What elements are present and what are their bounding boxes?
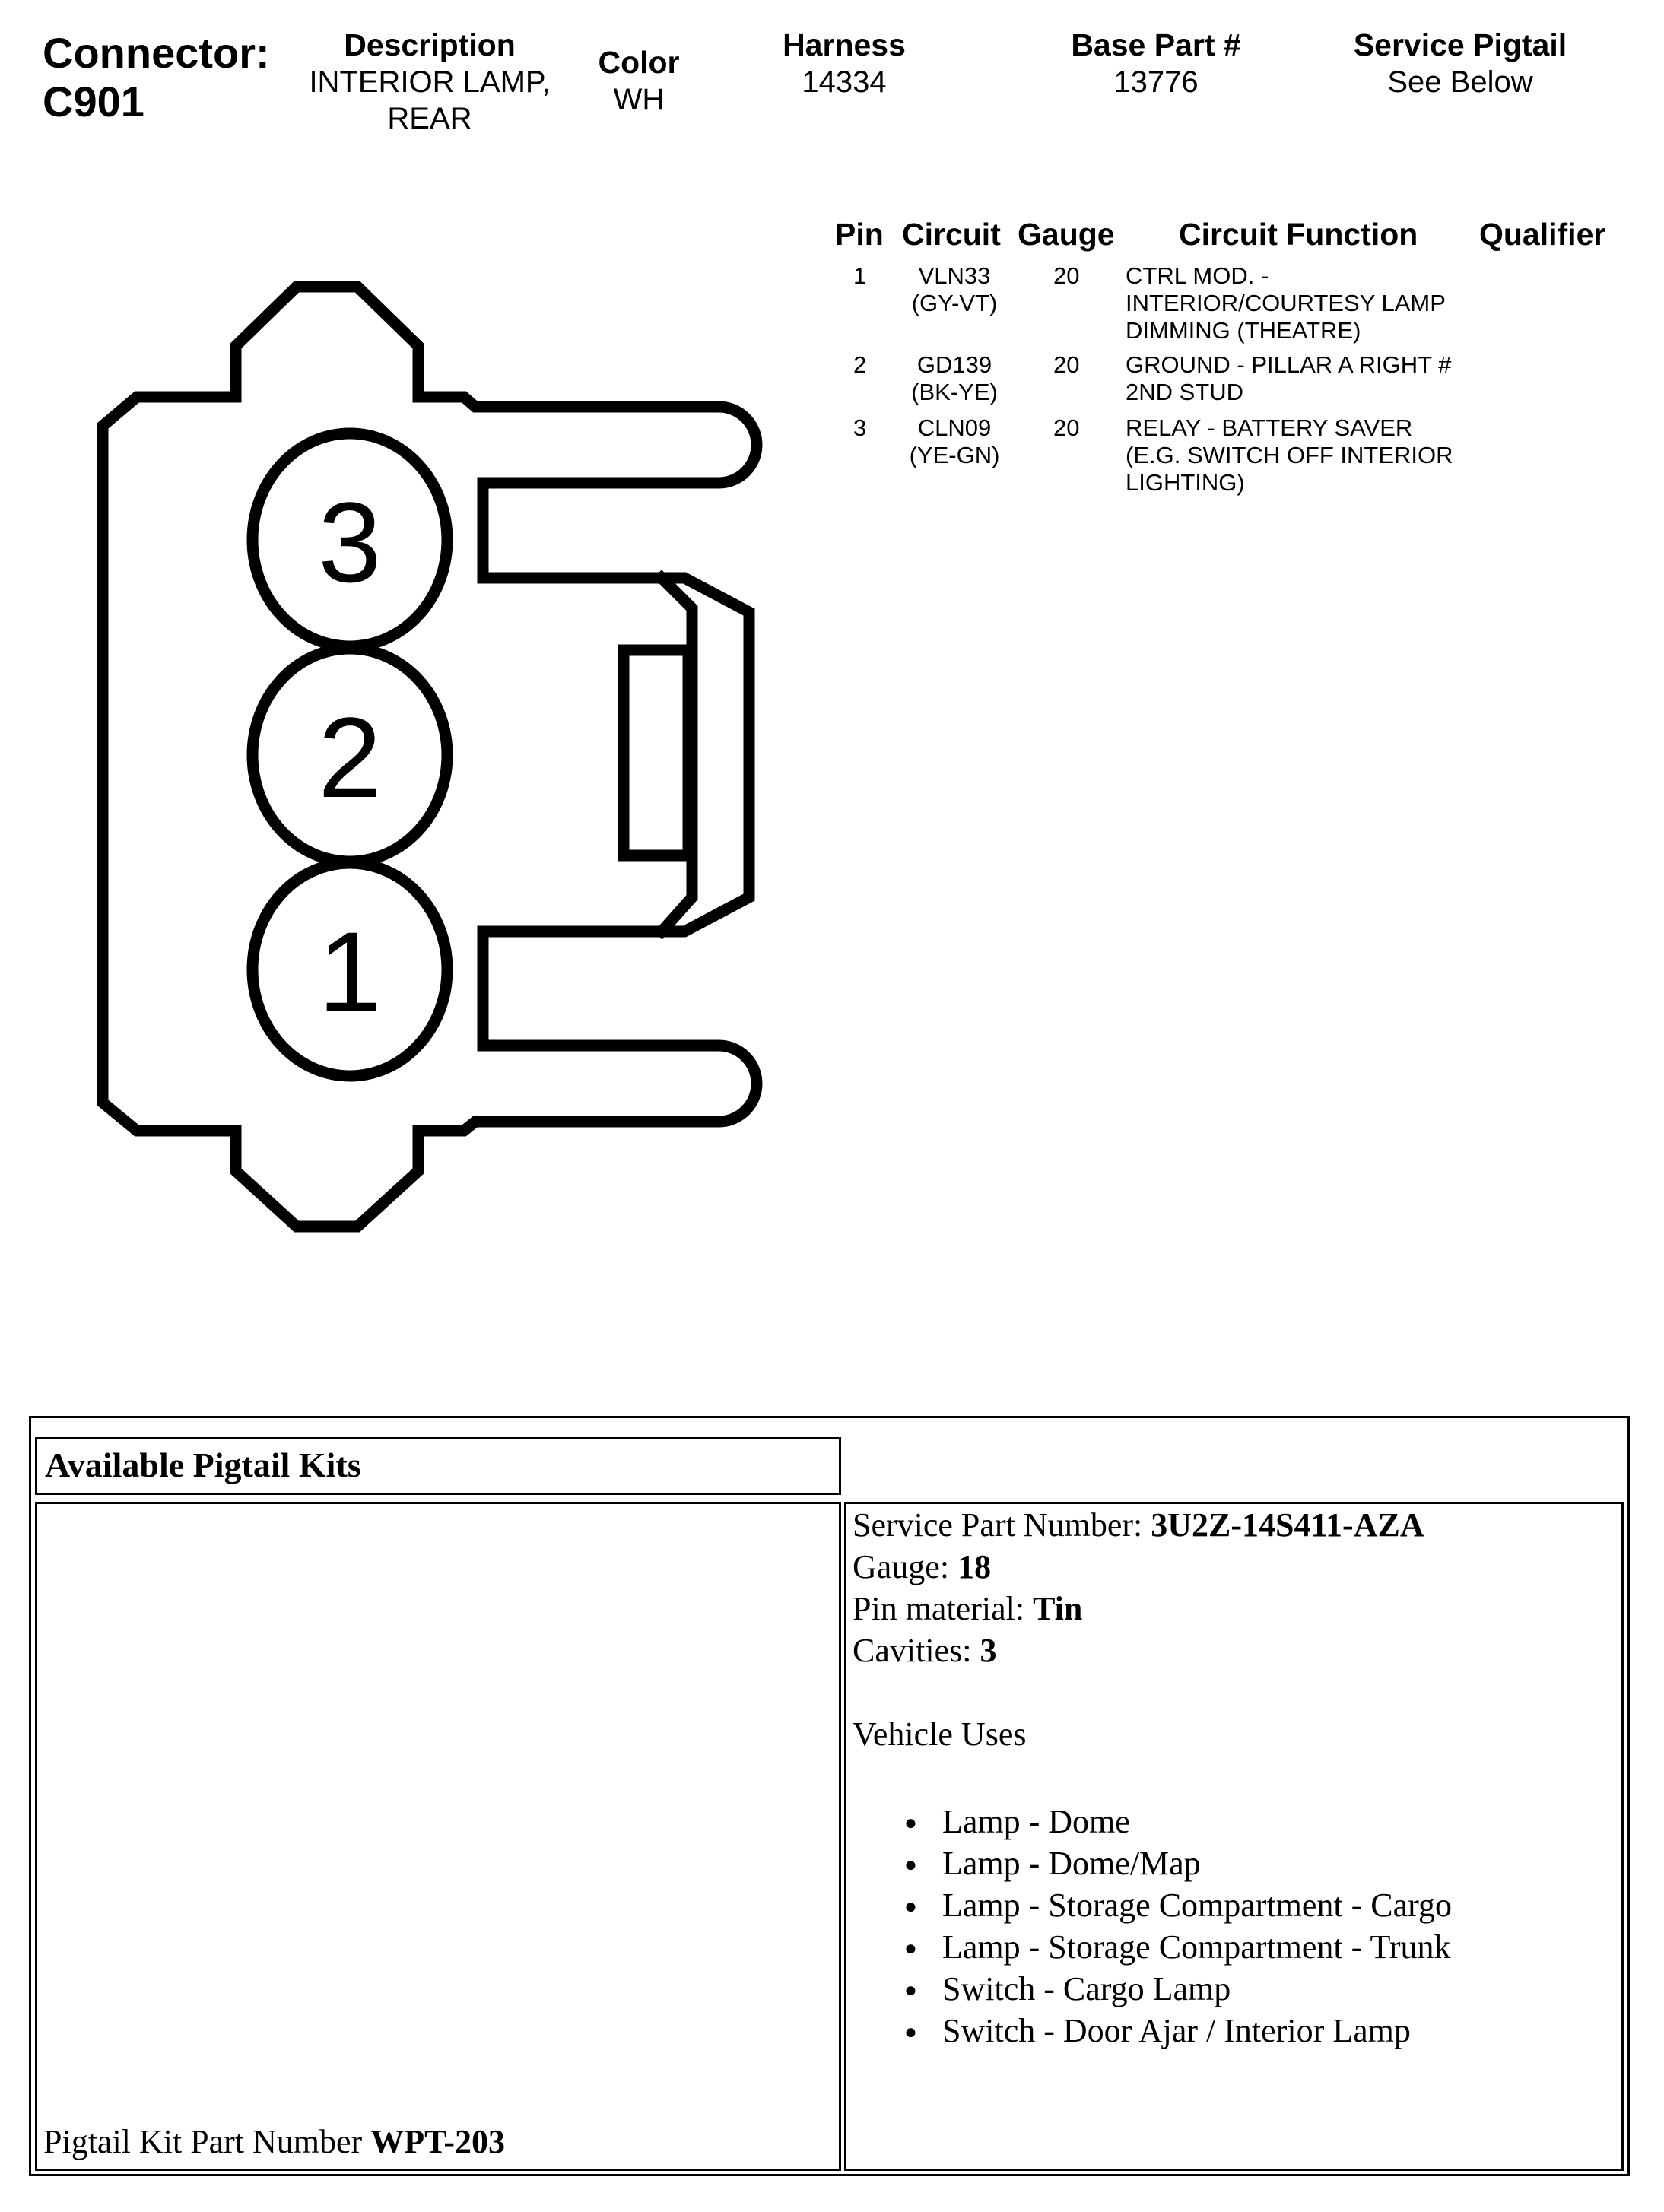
base-part-value: 13776	[1113, 65, 1199, 99]
service-pigtail-column	[1308, 26, 1612, 100]
harness-value: 14334	[802, 65, 887, 99]
gauge-header: Gauge	[1018, 217, 1115, 252]
row1-circuit	[890, 262, 1019, 317]
pin-material-label: Pin material:	[853, 1590, 1034, 1627]
row3-gauge: 20	[1053, 414, 1080, 441]
row3-function-line1: RELAY - BATTERY SAVER	[1126, 414, 1413, 441]
row2-gauge: 20	[1053, 351, 1080, 378]
connector-housing-outline	[103, 287, 757, 1227]
list-item: ● Lamp - Storage Compartment - Cargo	[904, 1884, 1615, 1926]
latch-tab	[624, 650, 688, 855]
row3-function	[1126, 414, 1453, 497]
row1-pin: 1	[853, 262, 867, 289]
row1-circuit-color: (GY-VT)	[911, 290, 998, 316]
cavities-label: Cavities:	[853, 1632, 980, 1669]
row3-circuit-code: CLN09	[917, 414, 992, 441]
row3-circuit-color: (YE-GN)	[909, 442, 1000, 468]
color-label: Color	[598, 45, 680, 80]
row1-function-line1: CTRL MOD. -	[1126, 262, 1269, 289]
service-pigtail-label: Service Pigtail	[1353, 27, 1567, 62]
pigtail-kit-part-number	[43, 2121, 505, 2163]
gauge-label: Gauge:	[853, 1548, 958, 1585]
gauge-value: 18	[957, 1548, 992, 1585]
pin-header: Pin	[835, 217, 884, 252]
vehicle-uses-list	[904, 1801, 1615, 2052]
pin-material-value: Tin	[1033, 1590, 1083, 1627]
row2-circuit	[890, 351, 1019, 406]
pigtail-details-cell	[844, 1502, 1624, 2171]
list-item: ● Lamp - Storage Compartment - Trunk	[904, 1926, 1615, 1968]
row2-function-line1: GROUND - PILLAR A RIGHT #	[1126, 351, 1452, 378]
cavities-line	[853, 1630, 1615, 1671]
pigtail-details	[853, 1504, 1615, 2052]
row3-circuit	[890, 414, 1019, 469]
list-item: ● Lamp - Dome	[904, 1801, 1615, 1842]
service-part-line	[853, 1504, 1615, 1546]
description-value-line2: REAR	[387, 102, 472, 135]
row1-function-line3: DIMMING (THEATRE)	[1126, 317, 1361, 344]
qualifier-header: Qualifier	[1479, 217, 1606, 252]
base-part-column	[1019, 26, 1293, 100]
row3-pin: 3	[853, 414, 867, 441]
harness-label: Harness	[783, 27, 906, 62]
row3-function-line2: (E.G. SWITCH OFF INTERIOR	[1126, 442, 1453, 468]
row1-function-line2: INTERIOR/COURTESY LAMP	[1126, 290, 1446, 316]
row2-function	[1126, 351, 1451, 406]
row1-gauge: 20	[1053, 262, 1080, 289]
pin-1-label: 1	[318, 908, 382, 1036]
connector-label: Connector:	[43, 29, 270, 77]
row2-function-line2: 2ND STUD	[1126, 379, 1244, 405]
pigtail-image-cell	[35, 1502, 841, 2171]
base-part-label: Base Part #	[1071, 27, 1241, 62]
service-pigtail-value: See Below	[1387, 65, 1533, 99]
description-label: Description	[344, 27, 516, 62]
description-value-line1: INTERIOR LAMP,	[309, 65, 551, 99]
row2-circuit-color: (BK-YE)	[911, 379, 998, 405]
cavities-value: 3	[980, 1632, 997, 1669]
row3-function-line3: LIGHTING)	[1126, 469, 1245, 496]
row1-function	[1126, 262, 1446, 344]
circuit-header: Circuit	[902, 217, 1001, 252]
circuit-function-header: Circuit Function	[1179, 217, 1418, 252]
pin-2-label: 2	[318, 693, 382, 821]
pin-3-label: 3	[318, 478, 382, 606]
color-value: WH	[613, 83, 665, 116]
pigtail-kits-heading: Available Pigtail Kits	[35, 1437, 841, 1495]
vehicle-uses-label: Vehicle Uses	[853, 1715, 1027, 1753]
connector-id: C901	[43, 78, 144, 125]
gauge-line	[853, 1546, 1615, 1588]
row1-circuit-code: VLN33	[918, 262, 991, 289]
service-part-value: 3U2Z-14S411-AZA	[1151, 1506, 1424, 1544]
service-part-label: Service Part Number:	[853, 1506, 1151, 1544]
list-item: ● Switch - Cargo Lamp	[904, 1968, 1615, 2010]
pin-material-line	[853, 1588, 1615, 1630]
row2-pin: 2	[853, 351, 867, 378]
row2-circuit-code: GD139	[916, 351, 992, 378]
kit-part-value: WPT-203	[370, 2123, 506, 2160]
kit-part-label: Pigtail Kit Part Number	[43, 2123, 371, 2160]
list-item: ● Switch - Door Ajar / Interior Lamp	[904, 2010, 1615, 2052]
list-item: ● Lamp - Dome/Map	[904, 1842, 1615, 1884]
connector-face-diagram	[0, 0, 837, 1293]
